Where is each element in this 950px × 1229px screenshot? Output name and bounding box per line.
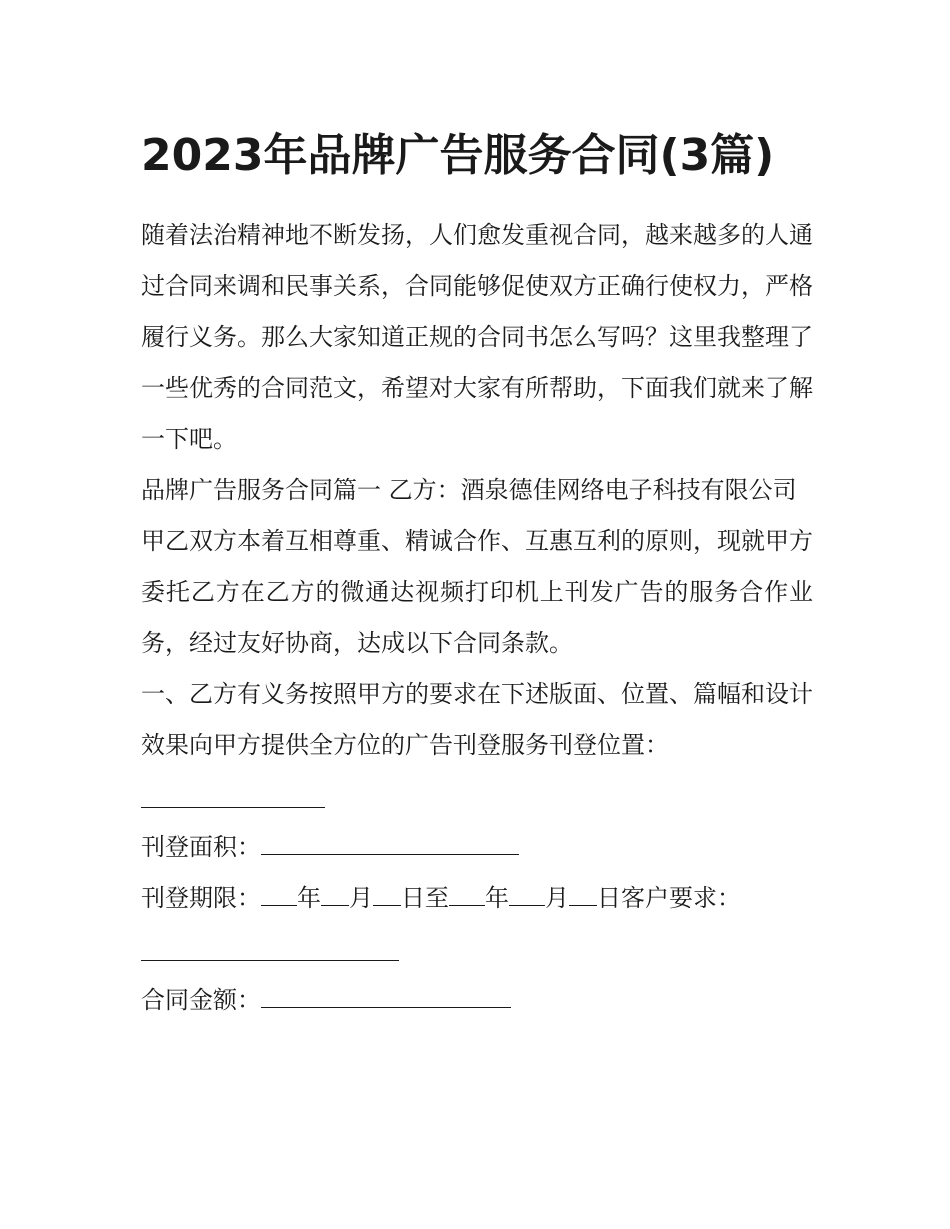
area-row [141, 822, 813, 873]
client-requirement-blank [141, 960, 399, 961]
end-month-unit: 月 [545, 884, 569, 912]
period-row [141, 873, 813, 924]
start-year-unit: 年 [297, 884, 321, 912]
amount-label: 合同金额： [141, 986, 261, 1014]
contract-one-heading: 品牌广告服务合同篇一 乙方：酒泉德佳网络电子科技有限公司 [141, 476, 797, 504]
clause-one-paragraph: 一、乙方有义务按照甲方的要求在下述版面、位置、篇幅和设计效果向甲方提供全方位的广告刊登服务刊登位置： [141, 680, 813, 759]
start-day-blank [373, 880, 401, 906]
end-day-blank [569, 880, 597, 906]
area-blank [261, 829, 519, 855]
intro-paragraph: 随着法治精神地不断发扬，人们愈发重视合同，越来越多的人通过合同来调和民事关系，合同能够促使双方正确行使权力，严格履行义务。那么大家知道正规的合同书怎么写吗？这里我整理了一些优秀的合同范文，希望对大家有所帮助，下面我们就来了解一下吧。 [141, 221, 813, 453]
position-blank-line [141, 771, 813, 822]
end-month-blank [509, 880, 545, 906]
amount-blank [261, 982, 511, 1008]
amount-row [141, 975, 813, 1026]
period-label: 刊登期限： [141, 884, 261, 912]
document-title: 2023年品牌广告服务合同(3篇) [141, 130, 775, 181]
client-requirement-label: 客户要求： [621, 884, 741, 912]
start-month-unit: 月 [349, 884, 373, 912]
end-year-unit: 年 [485, 884, 509, 912]
preamble-paragraph: 甲乙双方本着互相尊重、精诚合作、互惠互利的原则，现就甲方委托乙方在乙方的微通达视频打印机上刊发广告的服务合作业务，经过友好协商，达成以下合同条款。 [141, 527, 813, 657]
client-requirement-blank-line [141, 924, 813, 975]
start-year-blank [261, 880, 297, 906]
start-month-blank [321, 880, 349, 906]
area-label: 刊登面积： [141, 833, 261, 861]
end-year-blank [449, 880, 485, 906]
document-page [141, 118, 813, 1026]
start-day-unit: 日至 [401, 884, 449, 912]
end-day-unit: 日 [597, 884, 621, 912]
position-blank [141, 807, 325, 808]
